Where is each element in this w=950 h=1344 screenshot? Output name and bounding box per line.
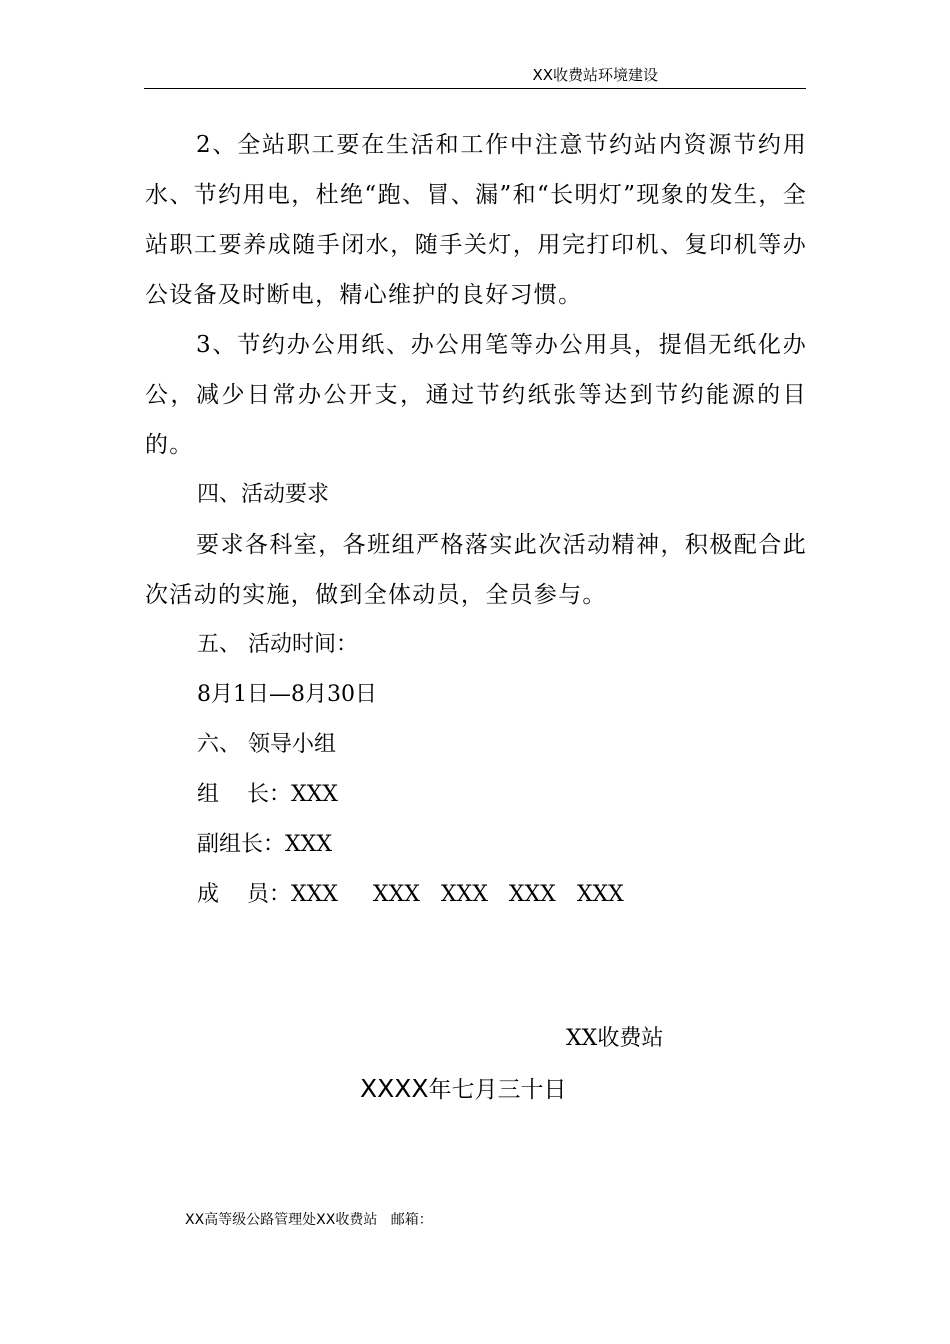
page-header: [144, 64, 806, 89]
signature-date-year: XXXX: [360, 1074, 429, 1103]
signature-date-rest: 年七月三十日: [428, 1077, 567, 1103]
group-leader-line: 组 长：XXX: [197, 782, 338, 807]
paragraph-requirements: 要求各科室，各班组严格落实此次活动精神，积极配合此次活动的实施，做到全体动员，全员参与。: [145, 532, 807, 608]
members-line: 成 员：XXX XXX XXX XXX XXX: [197, 882, 624, 907]
signature-date: [360, 1071, 567, 1108]
paragraph-item-2: 2、全站职工要在生活和工作中注意节约站内资源节约用水、节约用电，杜绝“跑、冒、漏”和“长明灯”现象的发生，全站职工要养成随手闭水，随手关灯，用完打印机、复印机等办公设备及时断电，精心维护的良好习惯。: [145, 132, 807, 308]
page-footer: XX高等级公路管理处XX收费站 邮箱：: [185, 1212, 433, 1228]
activity-date-range: 8月1日—8月30日: [197, 682, 377, 707]
document-body: [145, 120, 807, 920]
header-title: XX收费站环境建设: [532, 66, 658, 84]
paragraph-item-3: 3、节约办公用纸、办公用笔等办公用具，提倡无纸化办公，减少日常办公开支，通过节约纸张等达到节约能源的目的。: [145, 332, 807, 458]
section-heading-leadership: 六、 领导小组: [197, 732, 336, 757]
deputy-leader-line: 副组长：XXX: [197, 832, 332, 857]
section-heading-time: 五、 活动时间：: [197, 632, 358, 657]
signature-organization: XX收费站: [566, 1026, 664, 1051]
section-heading-requirements: 四、活动要求: [197, 482, 330, 507]
